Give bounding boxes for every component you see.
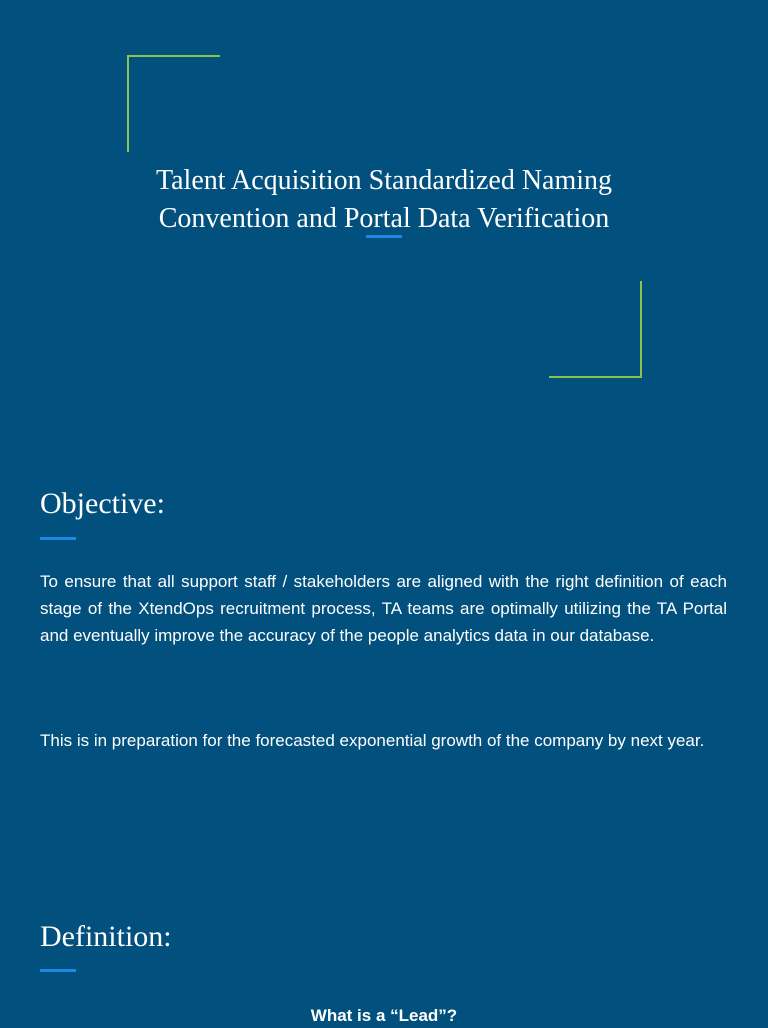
title-frame-bottom-right-corner: [549, 281, 642, 378]
title-accent-underline: [366, 235, 402, 238]
objective-heading: Objective:: [40, 487, 165, 520]
lead-question-subheading: What is a “Lead”?: [310, 1006, 458, 1025]
objective-paragraph: To ensure that all support staff / stakeholders are aligned with the right definition of each stage of the XtendOps recruitment process, TA teams are optimally utilizing the TA Portal and eventually improve the accuracy of the people analytics data in our database.: [40, 572, 727, 645]
document-title: Talent Acquisition Standardized Naming Convention and Portal Data Verification: [155, 165, 613, 234]
title-frame-top-left-corner: [127, 55, 220, 152]
definition-accent-bar: [40, 969, 76, 972]
objective-accent-bar: [40, 537, 76, 540]
definition-heading: Definition:: [40, 920, 172, 953]
objective-paragraph: This is in preparation for the forecasted exponential growth of the company by next year.: [40, 731, 705, 750]
